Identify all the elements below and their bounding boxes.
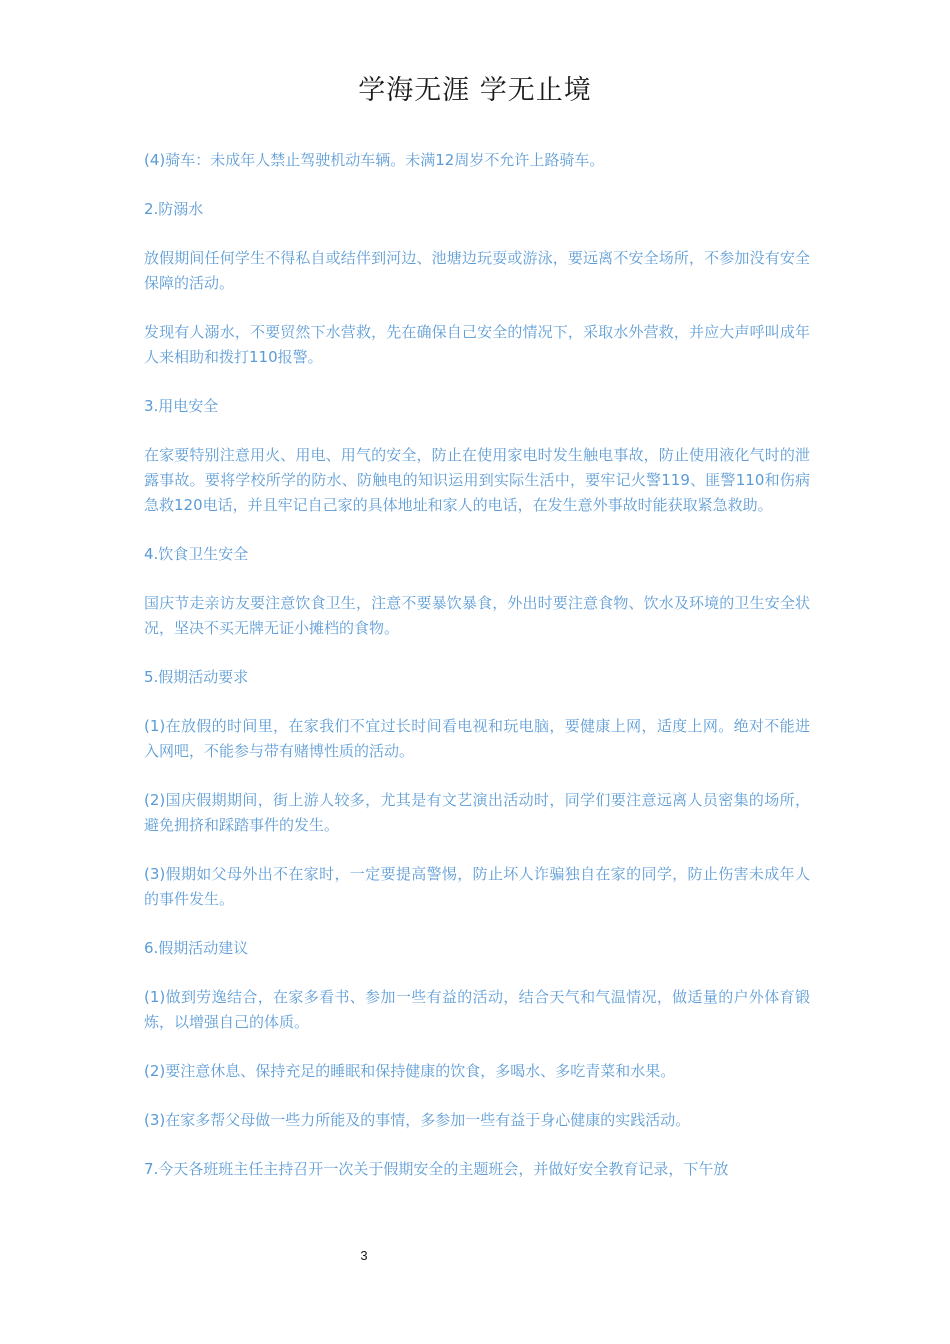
section-heading-food: 4.饮食卫生安全 — [144, 545, 249, 563]
paragraph-cycling-rule: (4)骑车：未成年人禁止驾驶机动车辆。未满12周岁不允许上路骑车。 — [144, 151, 605, 169]
paragraph-requirement-internet: (1)在放假的时间里，在家我们不宜过长时间看电视和玩电脑，要健康上网，适度上网。绝对不能进入网吧，不能参与带有赌博性质的活动。 — [144, 717, 810, 760]
paragraph-requirement-home-alone: (3)假期如父母外出不在家时，一定要提高警惕，防止坏人诈骗独自在家的同学，防止伤害未成年人的事件发生。 — [144, 865, 810, 908]
section-heading-drowning: 2.防溺水 — [144, 200, 204, 218]
paragraph-food-safety: 国庆节走亲访友要注意饮食卫生，注意不要暴饮暴食，外出时要注意食物、饮水及环境的卫生安全状况，坚决不买无牌无证小摊档的食物。 — [144, 594, 810, 637]
document-body — [144, 148, 810, 1206]
paragraph-requirement-crowds: (2)国庆假期期间，街上游人较多，尤其是有文艺演出活动时，同学们要注意远离人员密集的场所，避免拥挤和踩踏事件的发生。 — [144, 791, 810, 834]
paragraph-drowning-rule: 放假期间任何学生不得私自或结伴到河边、池塘边玩耍或游泳，要远离不安全场所，不参加没有安全保障的活动。 — [144, 249, 810, 292]
paragraph-class-meeting: 7.今天各班班主任主持召开一次关于假期安全的主题班会，并做好安全教育记录，下午放 — [144, 1160, 729, 1178]
paragraph-suggestion-help-parents: (3)在家多帮父母做一些力所能及的事情，多参加一些有益于身心健康的实践活动。 — [144, 1111, 691, 1129]
section-heading-holiday-suggestions: 6.假期活动建议 — [144, 939, 249, 957]
section-heading-electricity: 3.用电安全 — [144, 397, 219, 415]
page-number: 3 — [360, 1248, 368, 1263]
paragraph-drowning-rescue: 发现有人溺水，不要贸然下水营救，先在确保自己安全的情况下，采取水外营救，并应大声呼叫成年人来相助和拨打110报警。 — [144, 323, 810, 366]
page-header-title: 学海无涯 学无止境 — [358, 75, 592, 106]
paragraph-electricity-safety: 在家要特别注意用火、用电、用气的安全，防止在使用家电时发生触电事故，防止使用液化气时的泄露事故。要将学校所学的防水、防触电的知识运用到实际生活中，要牢记火警119、匪警110和伤病急救120电话，并且牢记自己家的具体地址和家人的电话，在发生意外事故时能获取紧急救助。 — [144, 446, 810, 514]
section-heading-holiday-requirements: 5.假期活动要求 — [144, 668, 249, 686]
paragraph-suggestion-rest: (2)要注意休息、保持充足的睡眠和保持健康的饮食，多喝水、多吃青菜和水果。 — [144, 1062, 676, 1080]
paragraph-suggestion-exercise: (1)做到劳逸结合，在家多看书、参加一些有益的活动，结合天气和气温情况，做适量的户外体育锻炼，以增强自己的体质。 — [144, 988, 810, 1031]
